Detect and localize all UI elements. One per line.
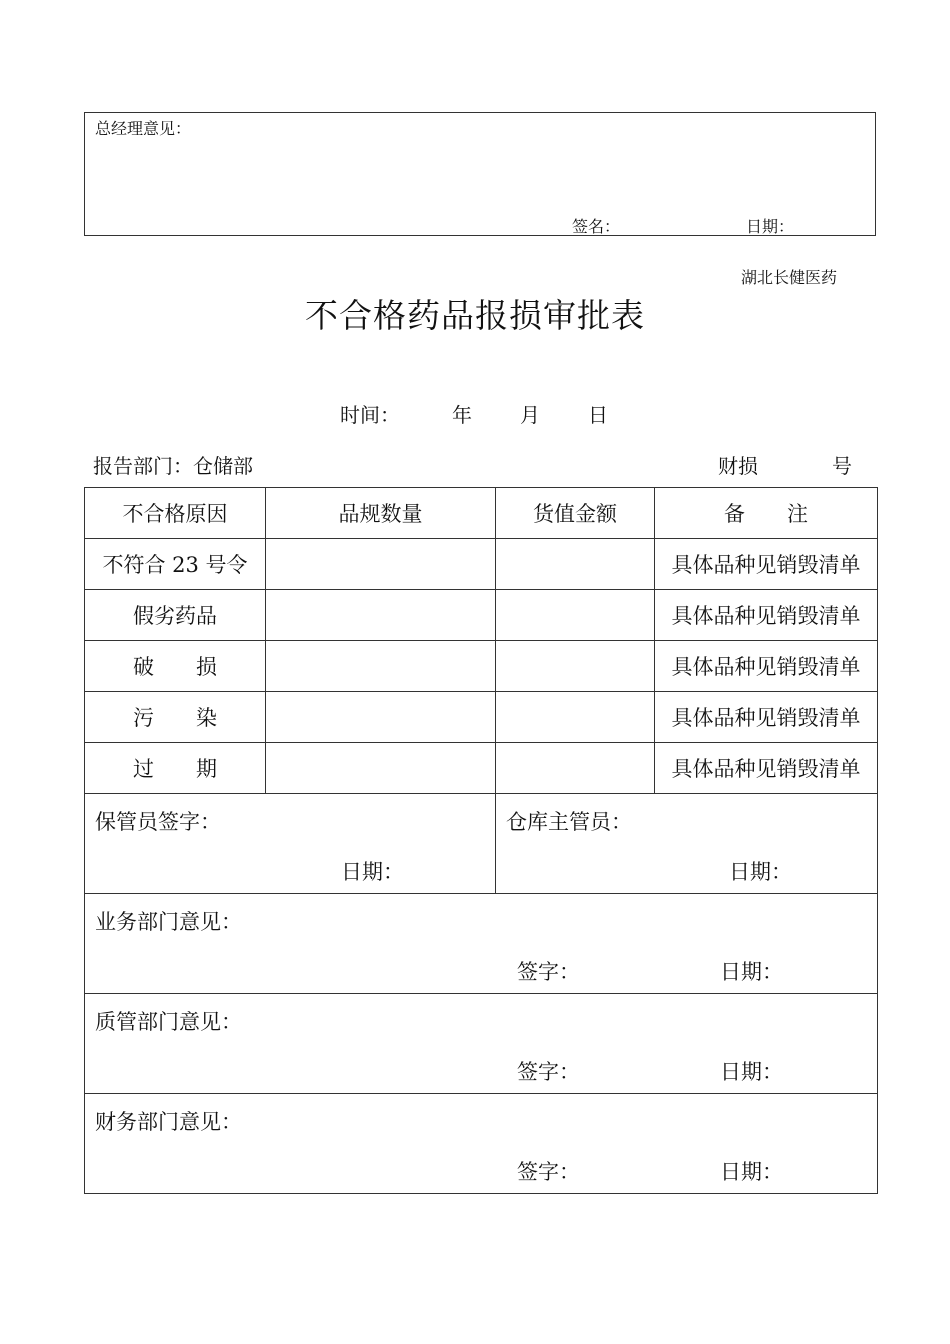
table-header-row [85, 488, 878, 539]
row-quantity[interactable] [266, 743, 496, 794]
row-quantity[interactable] [266, 590, 496, 641]
business-date-label: 日期： [720, 960, 783, 984]
finance-label: 财务部门意见： [95, 1110, 242, 1134]
row-reason: 污 染 [85, 692, 266, 743]
row-value[interactable] [496, 692, 655, 743]
keeper-sign-cell[interactable] [85, 794, 496, 894]
table-row [85, 692, 878, 743]
row-note: 具体品种见销毁清单 [655, 539, 878, 590]
business-sign-label: 签字： [517, 960, 580, 984]
row-note: 具体品种见销毁清单 [655, 692, 878, 743]
quality-sign-label: 签字： [517, 1060, 580, 1084]
company-name: 湖北长健医药 [741, 268, 838, 287]
warehouse-label: 仓库主管员： [506, 810, 632, 834]
business-row [85, 894, 878, 994]
quality-row [85, 994, 878, 1094]
finance-date-label: 日期： [720, 1160, 783, 1184]
row-note: 具体品种见销毁清单 [655, 743, 878, 794]
row-value[interactable] [496, 743, 655, 794]
warehouse-sign-cell[interactable] [496, 794, 878, 894]
table-row [85, 539, 878, 590]
row-value[interactable] [496, 590, 655, 641]
keeper-warehouse-row [85, 794, 878, 894]
time-label: 时间： [340, 403, 400, 427]
time-day: 日 [588, 403, 608, 427]
row-quantity[interactable] [266, 539, 496, 590]
keeper-date-label: 日期： [341, 860, 404, 884]
finance-opinion-cell[interactable] [85, 1094, 878, 1194]
finance-row [85, 1094, 878, 1194]
header-notes: 备 注 [655, 488, 878, 539]
business-label: 业务部门意见： [95, 910, 242, 934]
row-reason: 破 损 [85, 641, 266, 692]
finance-sign-label: 签字： [517, 1160, 580, 1184]
table-row [85, 641, 878, 692]
page-title: 不合格药品报损审批表 [305, 296, 645, 335]
row-note: 具体品种见销毁清单 [655, 641, 878, 692]
row-note: 具体品种见销毁清单 [655, 590, 878, 641]
quality-date-label: 日期： [720, 1060, 783, 1084]
row-value[interactable] [496, 539, 655, 590]
row-reason: 过 期 [85, 743, 266, 794]
gm-sign-label: 签名： [572, 217, 621, 236]
row-quantity[interactable] [266, 692, 496, 743]
row-reason: 不符合 23 号令 [85, 539, 266, 590]
quality-opinion-cell[interactable] [85, 994, 878, 1094]
header-quantity: 品规数量 [266, 488, 496, 539]
gm-opinion-label: 总经理意见： [95, 119, 192, 138]
quality-label: 质管部门意见： [95, 1010, 242, 1034]
ref-suffix: 号 [832, 454, 852, 478]
header-reason: 不合格原因 [85, 488, 266, 539]
approval-table [84, 487, 878, 1194]
row-quantity[interactable] [266, 641, 496, 692]
time-year: 年 [452, 403, 472, 427]
header-value: 货值金额 [496, 488, 655, 539]
report-dept: 报告部门：仓储部 [93, 454, 253, 478]
business-opinion-cell[interactable] [85, 894, 878, 994]
ref-label: 财损 [718, 454, 758, 478]
table-row [85, 743, 878, 794]
warehouse-date-label: 日期： [729, 860, 792, 884]
gm-date-label: 日期： [746, 217, 795, 236]
keeper-label: 保管员签字： [95, 810, 221, 834]
row-reason: 假劣药品 [85, 590, 266, 641]
table-row [85, 590, 878, 641]
row-value[interactable] [496, 641, 655, 692]
time-month: 月 [520, 403, 540, 427]
